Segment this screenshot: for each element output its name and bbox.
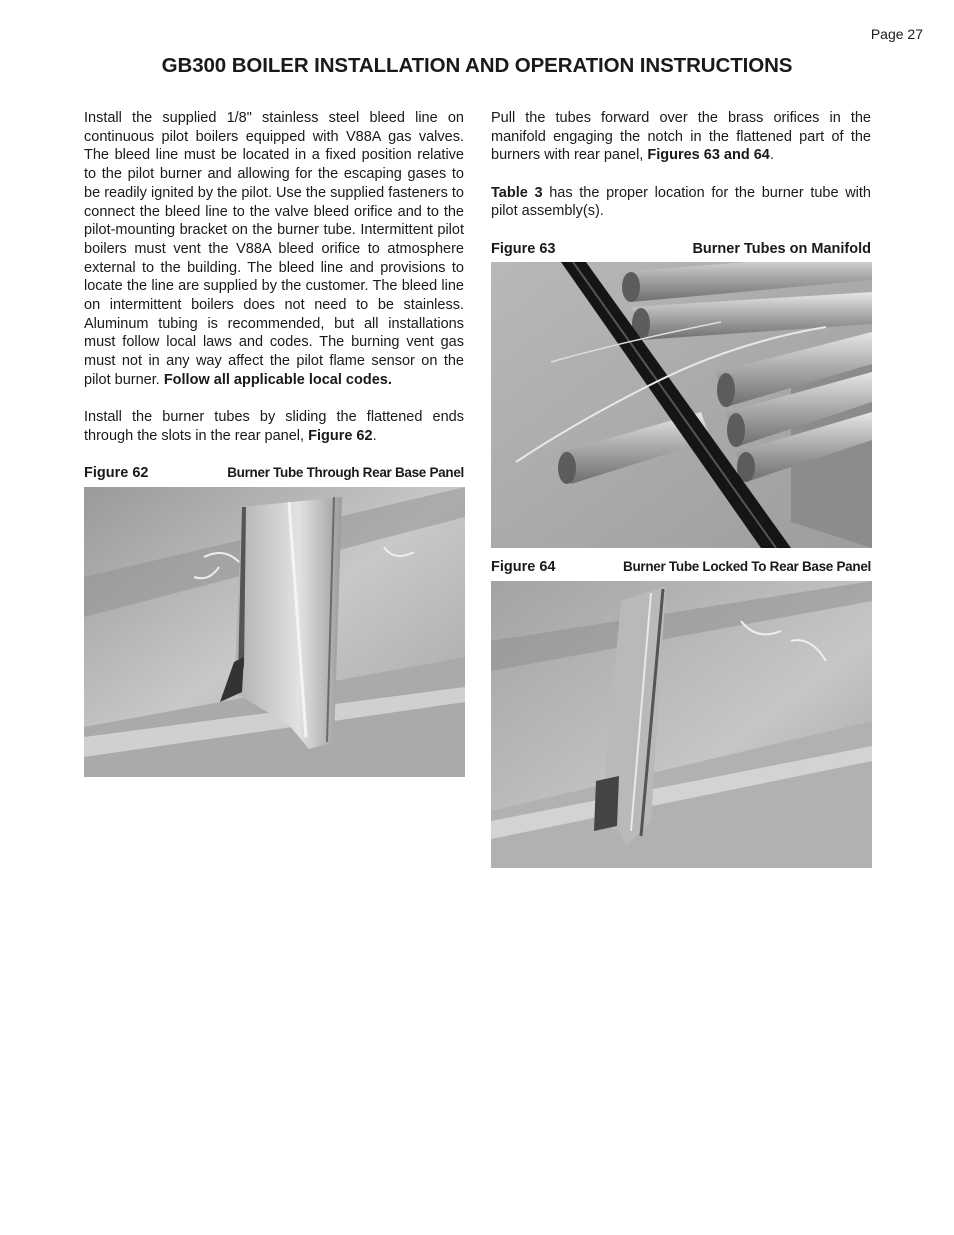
bleed-line-text: Install the supplied 1/8" stainless steel bleed line on continuous pilot boilers equipped with V88A gas valves. The bleed line must be located in a fixed position relative to the pilot burner and allowing for the escaping gases to be readily ignited by the pilot. Use the supplied fasteners to connect the bleed line to the valve bleed orifice and to the pilot-mounting bracket on the burner tube. Intermittent pilot boilers must vent the V88A bleed orifice to atmosphere external to the building. The bleed line and provisions to locate the line are supplied by the customer. The bleed line on intermittent boilers does not need to be stainless. Aluminum tubing is recommended, but all installations must follow local laws and codes. The burning vent gas must not in any way affect the pilot flame sensor on the pilot burner. (84, 110, 464, 388)
left-column (84, 109, 464, 777)
figure-64-heading (491, 558, 871, 577)
page-number: Page 27 (870, 26, 923, 42)
table-3-text: has the proper location for the burner tube with pilot assembly(s). (491, 184, 871, 220)
figure-63-label: Figure 63 (491, 240, 556, 257)
right-column (491, 109, 871, 868)
figure-63-caption: Burner Tubes on Manifold (692, 240, 871, 257)
figure-62-photo (84, 487, 465, 777)
local-codes-note: Follow all applicable local codes. (163, 371, 392, 388)
table-3-paragraph (491, 184, 871, 221)
figure-62-caption: Burner Tube Through Rear Base Panel (227, 464, 464, 480)
figure-64-caption: Burner Tube Locked To Rear Base Panel (623, 559, 871, 575)
table-3-reference: Table 3 (491, 184, 543, 201)
page-title: GB300 BOILER INSTALLATION AND OPERATION INSTRUCTIONS (161, 54, 793, 77)
bleed-line-paragraph (84, 109, 464, 390)
figure-64-photo (491, 581, 872, 868)
pull-tubes-text: Pull the tubes forward over the brass orifices in the manifold engaging the notch in the flattened part of the burners with rear panel, (491, 110, 871, 164)
figure-62-reference: Figure 62 (308, 427, 373, 444)
figure-63-heading (491, 240, 871, 259)
figure-64-label: Figure 64 (491, 559, 556, 576)
install-tubes-paragraph: Install the burner tubes by sliding the flattened ends through the slots in the rear panel, Figure 62. (84, 409, 464, 444)
figure-62-label: Figure 62 (84, 464, 149, 481)
pull-tubes-paragraph: Pull the tubes forward over the brass orifices in the manifold engaging the notch in the flattened part of the burners with rear panel, Figures 63 and 64. (491, 110, 871, 164)
figure-63-photo (491, 262, 872, 548)
figure-62-heading (84, 464, 464, 483)
figures-63-64-reference: Figures 63 and 64 (647, 147, 770, 164)
install-tubes-text: Install the burner tubes by sliding the flattened ends through the slots in the rear panel, (84, 409, 464, 444)
